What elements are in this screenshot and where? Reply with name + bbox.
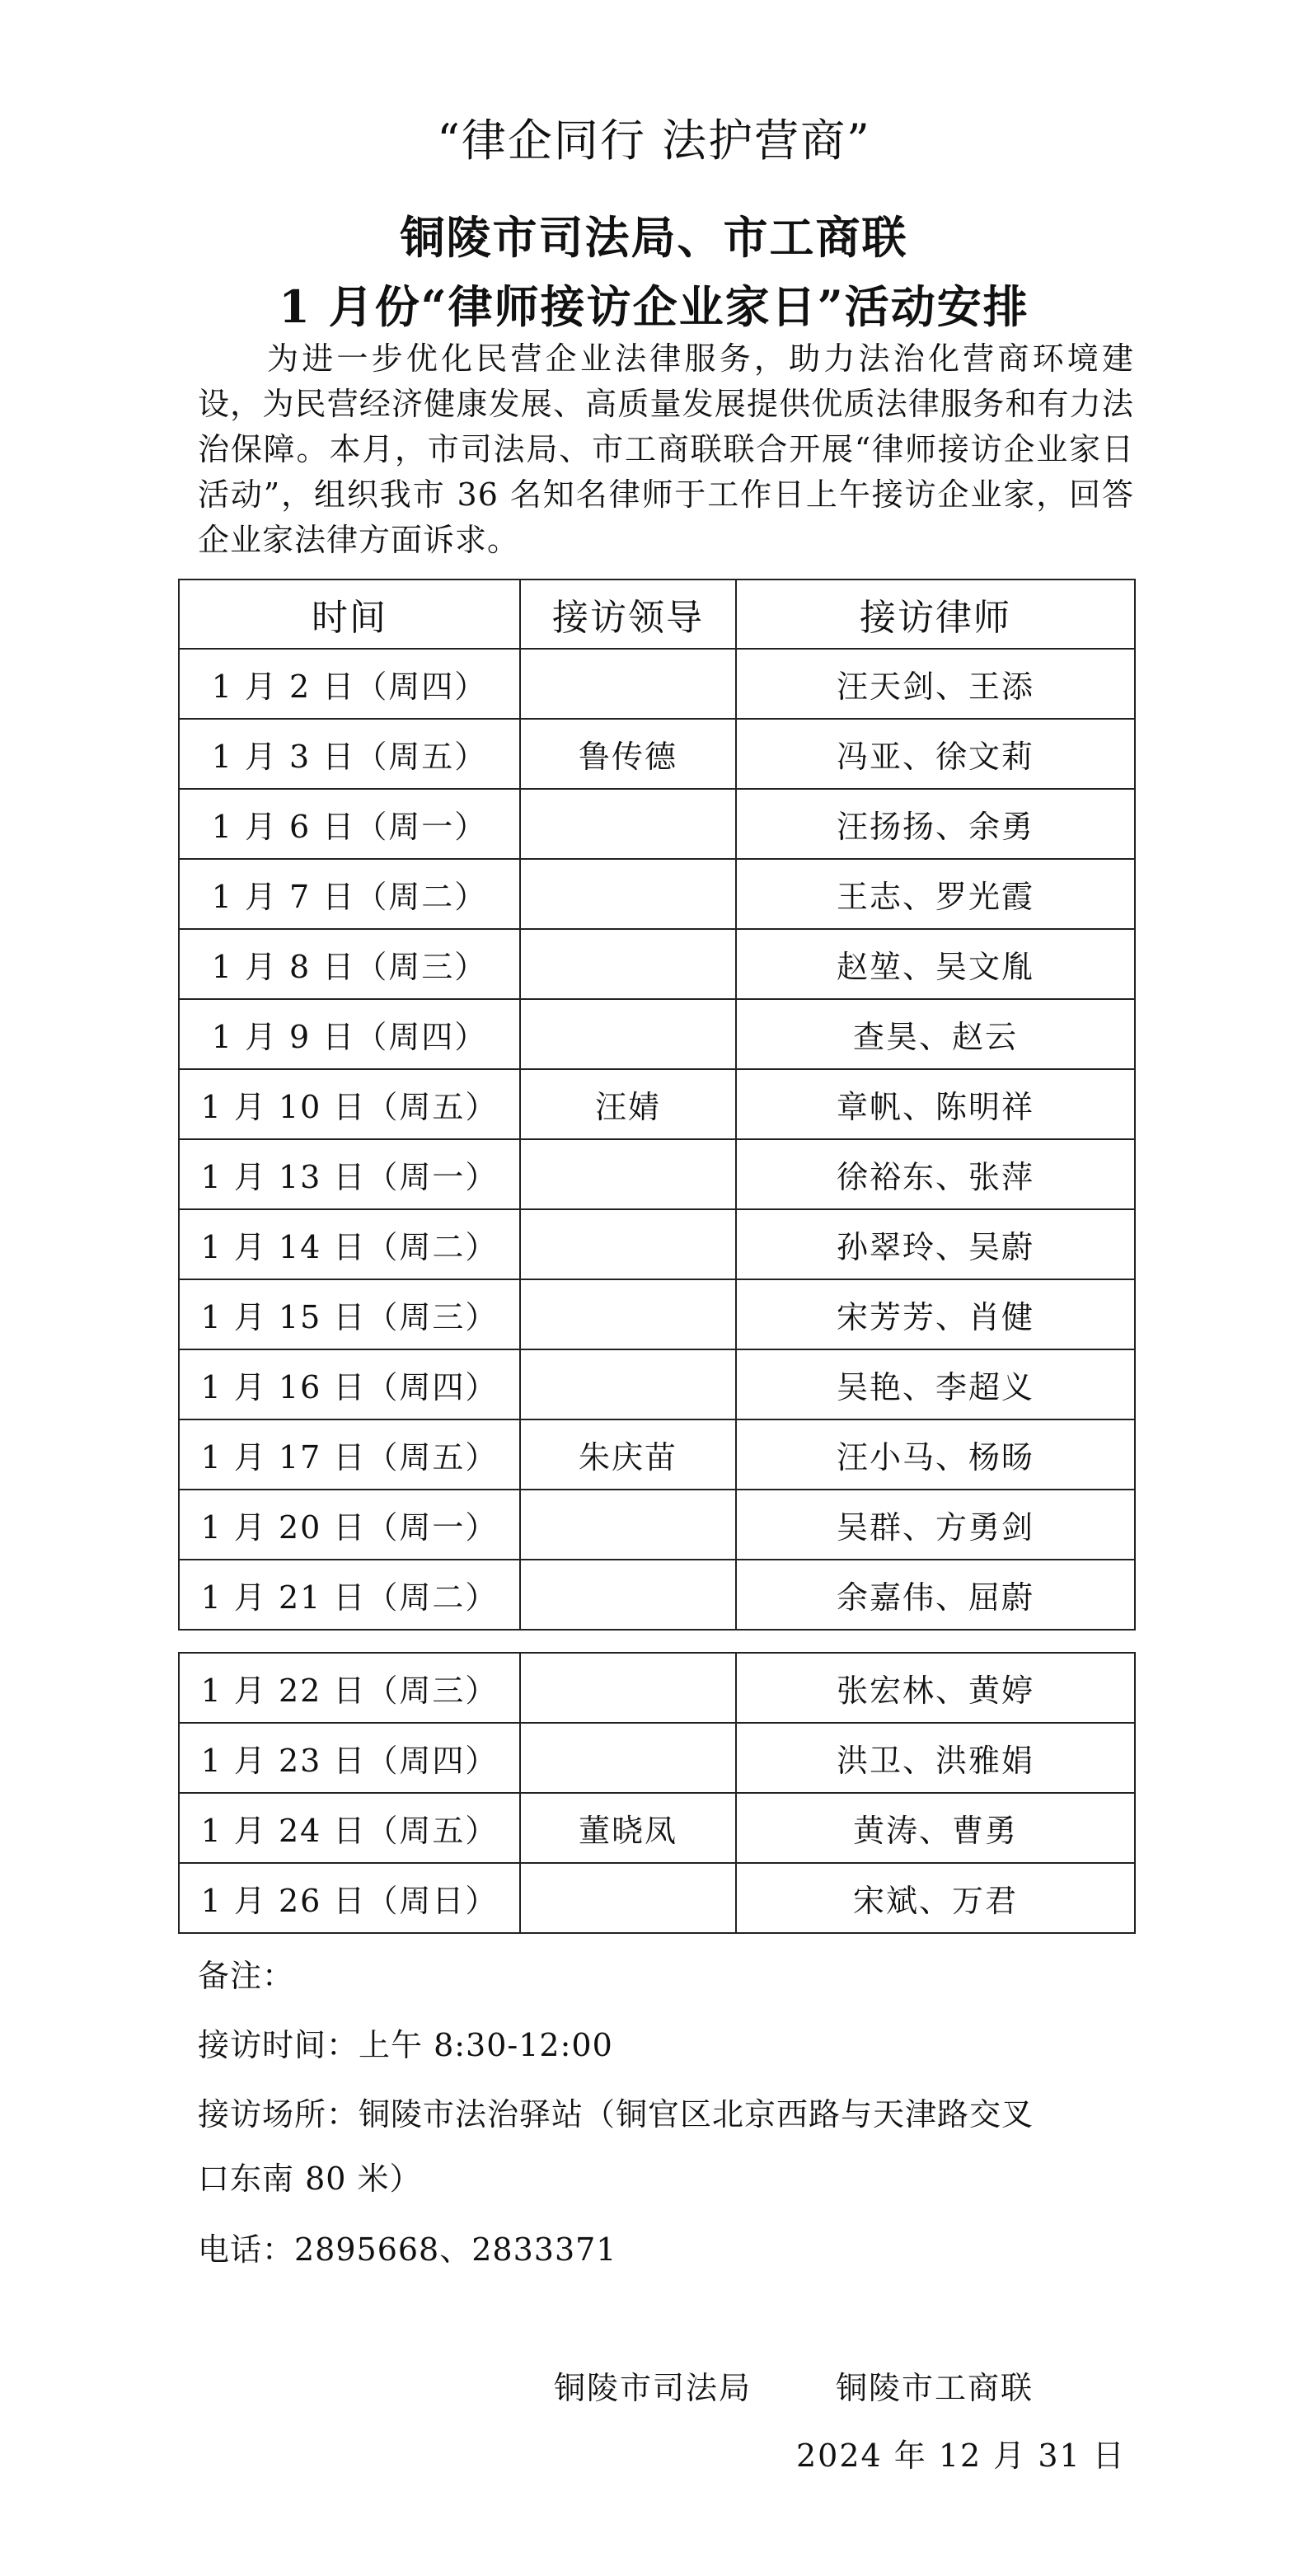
table-row [179, 929, 1135, 999]
cell-date: 1 月 17 日（周五） [179, 1419, 520, 1490]
cell-lawyers: 王志、罗光霞 [736, 859, 1135, 929]
cell-lawyers: 吴群、方勇剑 [736, 1490, 1135, 1560]
cell-lawyers: 章帆、陈明祥 [736, 1069, 1135, 1139]
cell-date: 1 月 16 日（周四） [179, 1349, 520, 1419]
cell-leader [520, 859, 736, 929]
title-line-2: 1 月份“律师接访企业家日”活动安排 [279, 280, 1029, 333]
cell-date: 1 月 21 日（周二） [179, 1560, 520, 1630]
cell-leader [520, 929, 736, 999]
slogan: “律企同行 法护营商” [437, 115, 871, 167]
notes-heading: 备注： [198, 1958, 295, 1994]
table-row [179, 649, 1135, 719]
table-row [179, 1349, 1135, 1419]
cell-date: 1 月 22 日（周三） [179, 1653, 520, 1723]
cell-leader [520, 649, 736, 719]
cell-lawyers: 汪天剑、王添 [736, 649, 1135, 719]
header-date: 时间 [179, 579, 520, 649]
table-row [179, 1560, 1135, 1630]
cell-lawyers: 孙翠玲、吴蔚 [736, 1209, 1135, 1279]
notes-place-line-2: 口东南 80 米） [198, 2161, 422, 2197]
cell-date: 1 月 3 日（周五） [179, 719, 520, 789]
cell-lawyers: 赵堃、吴文胤 [736, 929, 1135, 999]
table-row [179, 789, 1135, 859]
cell-lawyers: 查昊、赵云 [736, 999, 1135, 1069]
cell-lawyers: 冯亚、徐文莉 [736, 719, 1135, 789]
table-header-row [179, 579, 1135, 649]
table-row [179, 1793, 1135, 1863]
cell-date: 1 月 24 日（周五） [179, 1793, 520, 1863]
cell-leader: 汪婧 [520, 1069, 736, 1139]
cell-leader [520, 1209, 736, 1279]
cell-date: 1 月 23 日（周四） [179, 1723, 520, 1793]
cell-lawyers: 吴艳、李超义 [736, 1349, 1135, 1419]
cell-date: 1 月 26 日（周日） [179, 1863, 520, 1933]
schedule-table [178, 579, 1136, 1631]
table-row [179, 859, 1135, 929]
cell-lawyers: 黄涛、曹勇 [736, 1793, 1135, 1863]
cell-date: 1 月 9 日（周四） [179, 999, 520, 1069]
cell-lawyers: 洪卫、洪雅娟 [736, 1723, 1135, 1793]
cell-date: 1 月 10 日（周五） [179, 1069, 520, 1139]
table-row [179, 1279, 1135, 1349]
table-row [179, 1653, 1135, 1723]
cell-leader [520, 789, 736, 859]
cell-date: 1 月 15 日（周三） [179, 1279, 520, 1349]
table-row [179, 999, 1135, 1069]
cell-date: 1 月 2 日（周四） [179, 649, 520, 719]
cell-leader [520, 1560, 736, 1630]
cell-lawyers: 余嘉伟、屈蔚 [736, 1560, 1135, 1630]
cell-lawyers: 张宏林、黄婷 [736, 1653, 1135, 1723]
schedule-table-continued [178, 1652, 1136, 1934]
signature-date: 2024 年 12 月 31 日 [796, 2438, 1126, 2474]
intro-paragraph: 为进一步优化民营企业法律服务，助力法治化营商环境建设，为民营经济健康发展、高质量发展提供优质法律服务和有力法治保障。本月，市司法局、市工商联联合开展“律师接访企业家日活动”，组织我市 36 名知名律师于工作日上午接访企业家，回答企业家法律方面诉求。 [198, 340, 1134, 558]
table-row [179, 1863, 1135, 1933]
cell-lawyers: 徐裕东、张萍 [736, 1139, 1135, 1209]
table-row [179, 1069, 1135, 1139]
cell-lawyers: 汪小马、杨旸 [736, 1419, 1135, 1490]
cell-leader: 朱庆苗 [520, 1419, 736, 1490]
cell-lawyers: 宋芳芳、肖健 [736, 1279, 1135, 1349]
cell-date: 1 月 6 日（周一） [179, 789, 520, 859]
notes-time: 接访时间：上午 8:30-12:00 [198, 2027, 613, 2063]
cell-lawyers: 汪扬扬、余勇 [736, 789, 1135, 859]
notes-place-line-1: 接访场所：铜陵市法治驿站（铜官区北京西路与天津路交叉 [198, 2096, 1034, 2133]
cell-leader: 董晓凤 [520, 1793, 736, 1863]
table-row [179, 1139, 1135, 1209]
table-row [179, 1490, 1135, 1560]
table-row [179, 719, 1135, 789]
cell-leader: 鲁传德 [520, 719, 736, 789]
table-row [179, 1419, 1135, 1490]
cell-date: 1 月 8 日（周三） [179, 929, 520, 999]
title-line-1: 铜陵市司法局、市工商联 [400, 211, 908, 264]
cell-leader [520, 1349, 736, 1419]
signature-org-2: 铜陵市工商联 [836, 2370, 1034, 2406]
cell-date: 1 月 14 日（周二） [179, 1209, 520, 1279]
signature-org-1: 铜陵市司法局 [554, 2370, 752, 2406]
header-lawyers: 接访律师 [736, 579, 1135, 649]
cell-leader [520, 1723, 736, 1793]
header-leader: 接访领导 [520, 579, 736, 649]
table-row [179, 1209, 1135, 1279]
cell-lawyers: 宋斌、万君 [736, 1863, 1135, 1933]
cell-leader [520, 1139, 736, 1209]
cell-date: 1 月 13 日（周一） [179, 1139, 520, 1209]
table-row [179, 1723, 1135, 1793]
cell-leader [520, 1490, 736, 1560]
cell-leader [520, 1279, 736, 1349]
cell-date: 1 月 20 日（周一） [179, 1490, 520, 1560]
cell-leader [520, 1863, 736, 1933]
notes-phone: 电话：2895668、2833371 [198, 2231, 617, 2268]
cell-leader [520, 999, 736, 1069]
cell-leader [520, 1653, 736, 1723]
cell-date: 1 月 7 日（周二） [179, 859, 520, 929]
